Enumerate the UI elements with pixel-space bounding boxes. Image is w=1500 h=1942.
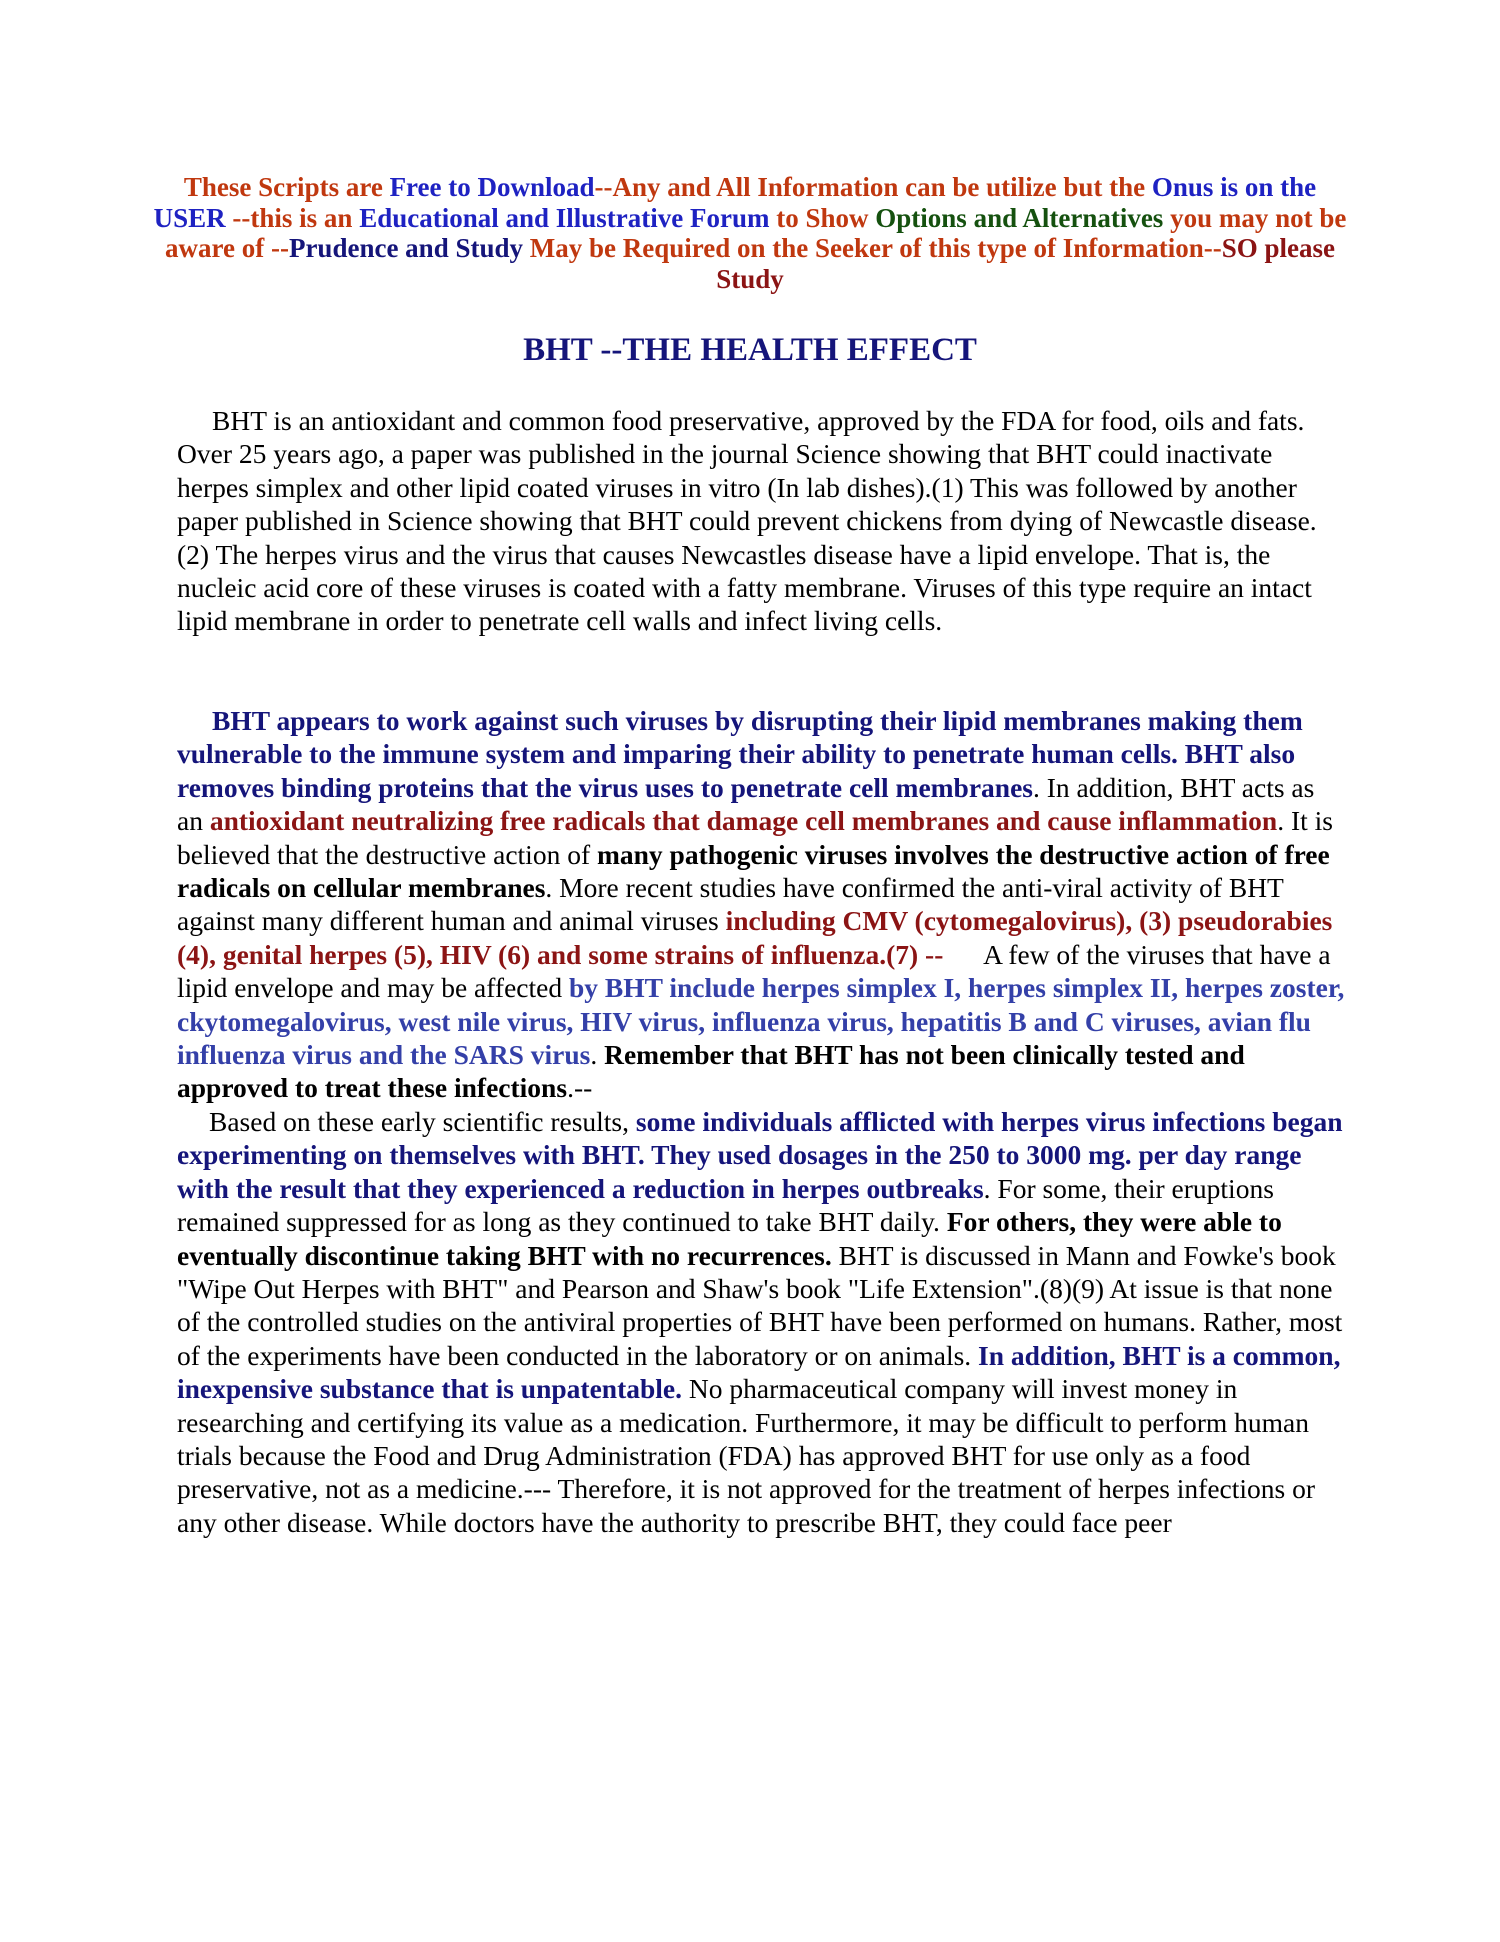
- para2-text-1: BHT appears to work against such viruses by disrupting their lipid membranes making them vulnerable to the immune system and imparing their ability to penetrate human cells. BHT also removes binding proteins that the virus uses to penetrate cell membranes: [177, 705, 1303, 803]
- para2-text-19: No pharmaceutical company will invest money in researching and certifying its value as a medication. Furthermore, it may be difficult to perform human trials because the Food and Drug Administration (FDA) has approved BHT for use only as a food preservative, not as a medicine.--- Therefore, it is not approved for the treatment of herpes infections or any other disease. While doctors have the authority to prescribe BHT, they could face peer: [177, 1373, 1316, 1538]
- para2-text-12: .--: [567, 1072, 593, 1104]
- para2-text-9: by BHT include herpes simplex I, herpes simplex II, herpes zoster, ckytomegalovirus, west nile virus, HIV virus, influenza virus, hepatitis B and C viruses, avian flu influenza virus and the SARS virus: [177, 972, 1345, 1071]
- para2-text-15: . For some, their eruptions remained suppressed for as long as they continued to take BHT daily.: [177, 1172, 1274, 1238]
- header-text-5: --this is an: [225, 202, 360, 233]
- header-text-7: to Show: [769, 202, 876, 233]
- para2-text-13: Based on these early scientific results,: [209, 1105, 636, 1137]
- paragraph-intro: BHT is an antioxidant and common food preservative, approved by the FDA for food, oils and fats. Over 25 years ago, a paper was published in the journal Science showing that BHT could inactivate herpes simplex and other lipid coated viruses in vitro (In lab dishes).(1) This was followed by another paper published in Science showing that BHT could prevent chickens from dying of Newcastle disease.(2) The herpes virus and the virus that causes Newcastles disease have a lipid envelope. That is, the nucleic acid core of these viruses is coated with a fatty membrane. Viruses of this type require an intact lipid membrane in order to penetrate cell walls and infect living cells.: [177, 405, 1317, 637]
- disclaimer-header: [150, 172, 1350, 294]
- paragraph-main: [177, 704, 1347, 1539]
- header-text-2: Free to Download: [389, 172, 595, 202]
- para2-text-7: including CMV (cytomegalovirus), (3) pseudorabies (4), genital herpes (5), HIV (6) and some strains of influenza.(7) --: [177, 905, 1333, 970]
- para2-text-3: antioxidant neutralizing free radicals that damage cell membranes and cause inflammation: [209, 805, 1278, 837]
- header-text-10: Prudence and Study: [288, 233, 524, 263]
- header-text-1: These Scripts are: [183, 172, 390, 202]
- header-text-3: --Any and All Information can be utilize but the: [594, 172, 1152, 202]
- para2-text-5: many pathogenic viruses involves the destructive action of free radicals on cellular membranes: [177, 838, 1330, 904]
- page-title: BHT --THE HEALTH EFFECT: [523, 332, 977, 368]
- para2-text-18: In addition, BHT is a common, inexpensive substance that is unpatentable.: [177, 1339, 1341, 1405]
- para2-text-16: For others, they were able to eventually discontinue taking BHT with no recurrences.: [177, 1206, 1282, 1271]
- para2-text-10: .: [590, 1039, 605, 1071]
- para2-text-11: Remember that BHT has not been clinically tested and approved to treat these infections: [177, 1039, 1245, 1104]
- para2-text-8: A few of the viruses that have a lipid envelope and may be affected: [177, 938, 1338, 1004]
- para2-text-6: . More recent studies have confirmed the anti-viral activity of BHT against many different human and animal viruses: [177, 872, 1284, 937]
- para2-text-2: . In addition, BHT acts as an: [177, 771, 1315, 837]
- para2-text-4: . It is believed that the destructive action of: [177, 805, 1333, 870]
- header-text-9: you may not be aware of --: [165, 202, 1347, 263]
- header-text-8: Options and Alternatives: [875, 202, 1164, 233]
- para2-text-17: BHT is discussed in Mann and Fowke's book "Wipe Out Herpes with BHT" and Pearson and Shaw's book "Life Extension".(8)(9) At issue is that none of the controlled studies on the antiviral properties of BHT have been performed on humans. Rather, most of the experiments have been conducted in the laboratory or on animals.: [177, 1239, 1343, 1371]
- header-text-11: May be Required on the Seeker of this type of Information--: [523, 233, 1222, 263]
- header-text-4: Onus is on the USER: [153, 172, 1317, 233]
- header-text-12: SO please Study: [716, 233, 1335, 294]
- header-text-6: Educational and Illustrative Forum: [359, 202, 770, 233]
- para2-text-14: some individuals afflicted with herpes virus infections began experimenting on themselves with BHT. They used dosages in the 250 to 3000 mg. per day range with the result that they experienced a reduction in herpes outbreaks: [177, 1105, 1343, 1204]
